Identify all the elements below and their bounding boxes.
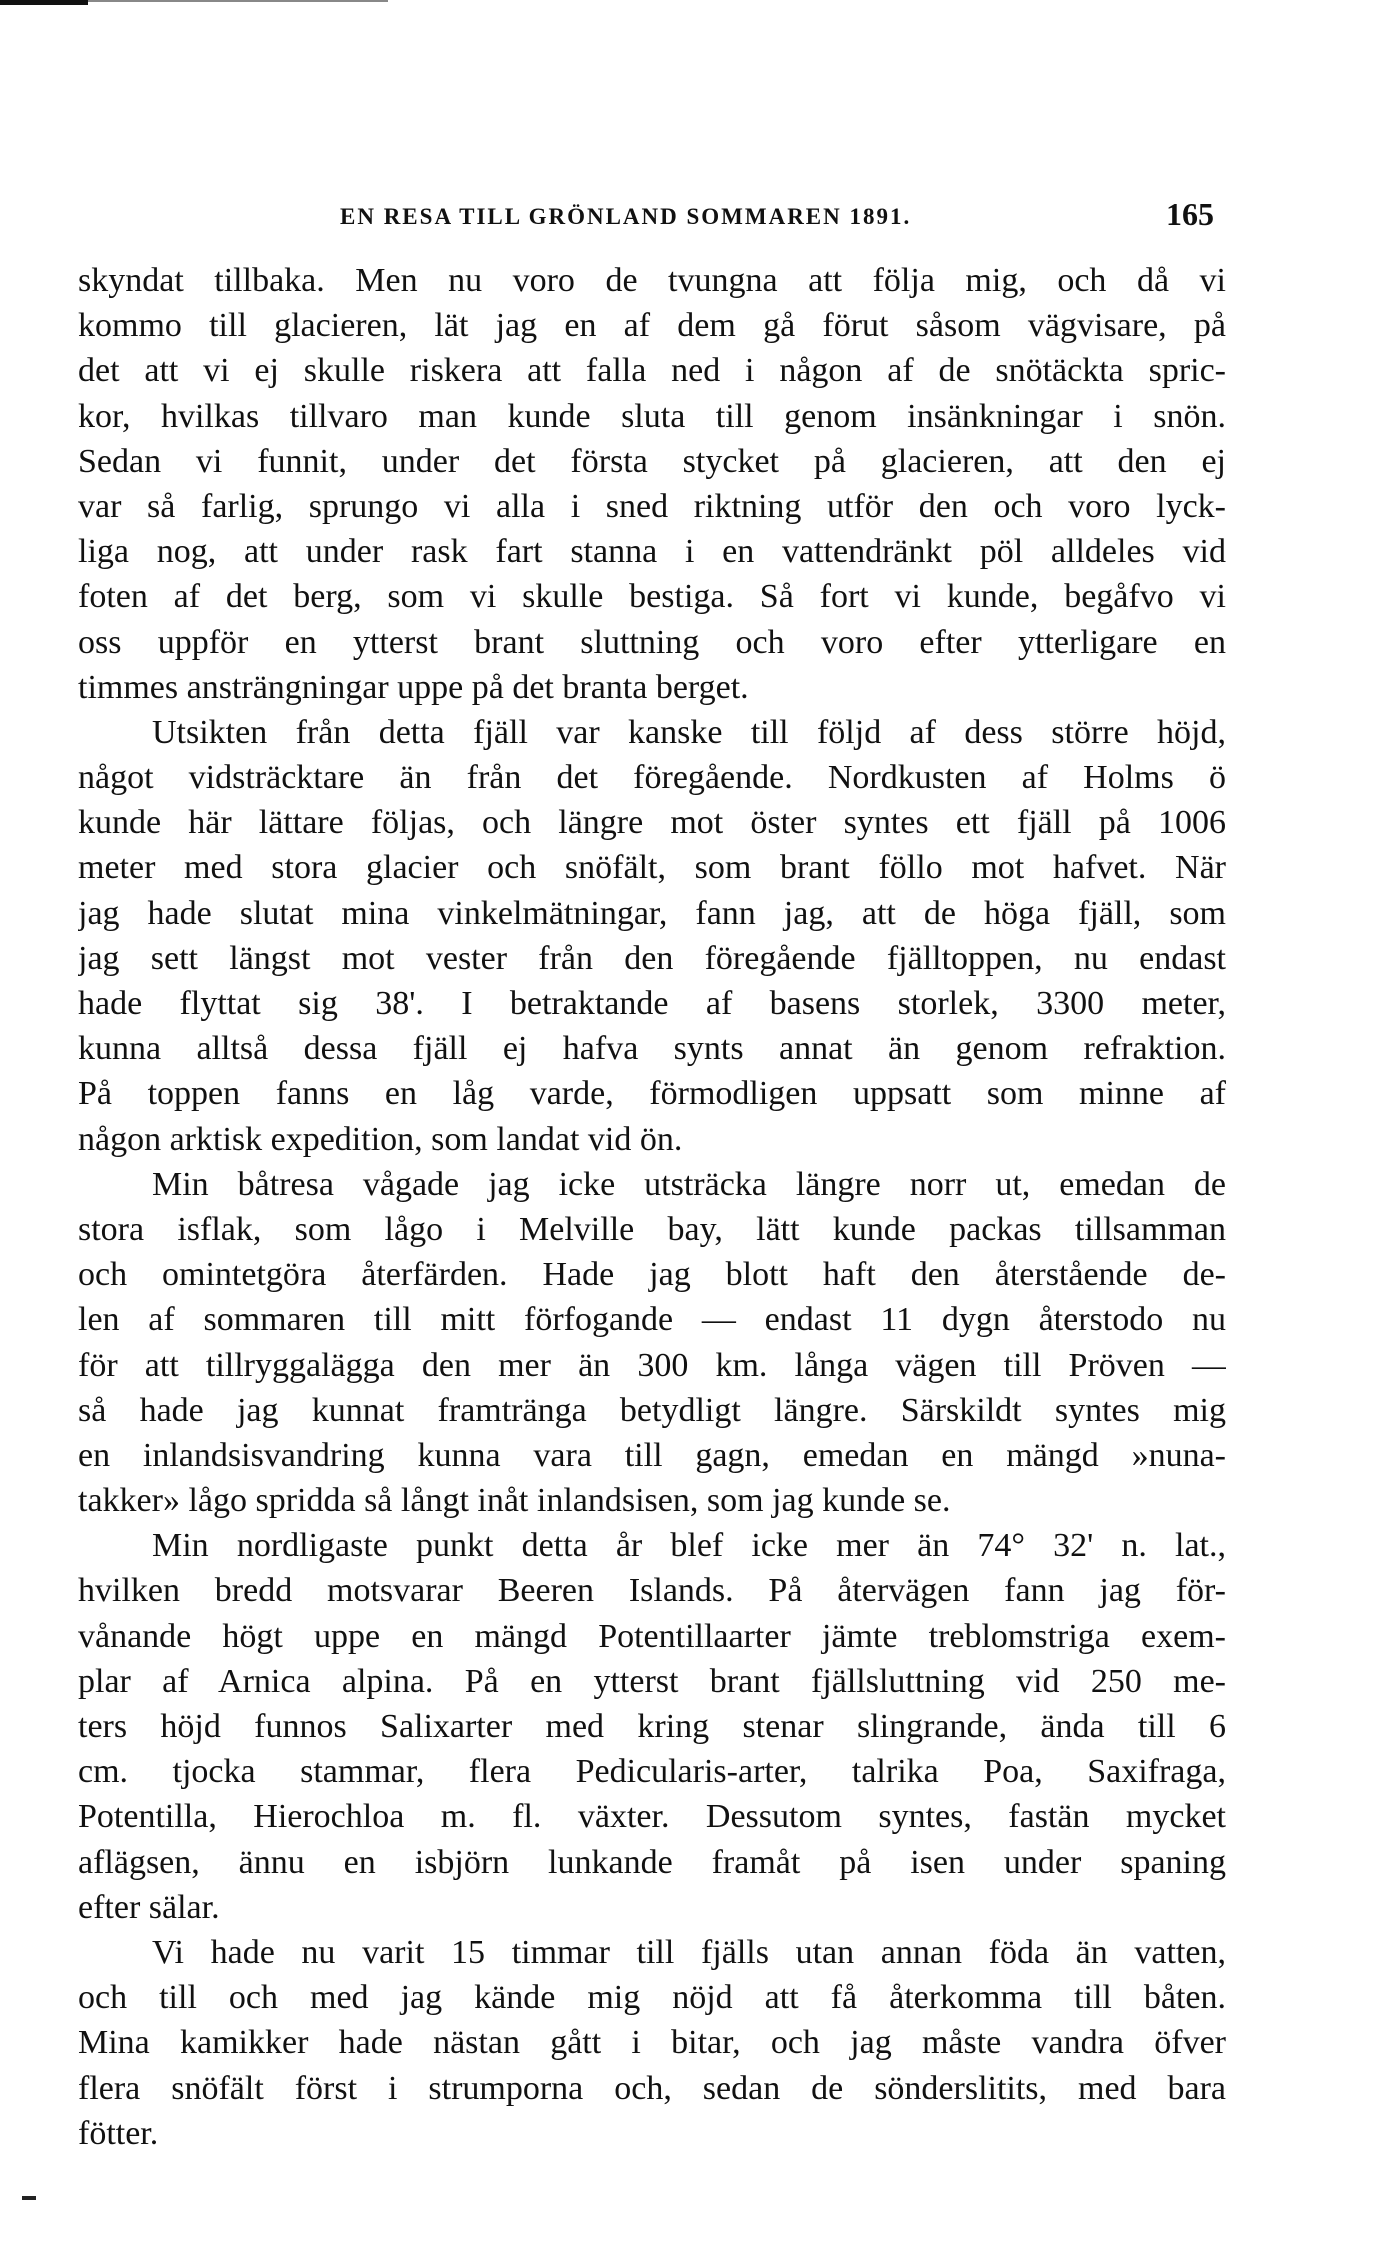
- text-line: kunde här lättare följas, och längre mot öster syntes ett fjäll på 1006: [78, 804, 1226, 842]
- text-line: Potentilla, Hierochloa m. fl. växter. Dessutom syntes, fastän mycket: [78, 1798, 1226, 1836]
- text-line: stora isflak, som lågo i Melville bay, lätt kunde packas tillsamman: [78, 1210, 1226, 1248]
- text-line: hade flyttat sig 38'. I betraktande af basens storlek, 3300 meter,: [78, 985, 1226, 1022]
- page-number: 165: [1166, 196, 1214, 232]
- text-line: Sedan vi funnit, under det första stycket på glacieren, att den ej: [78, 442, 1226, 480]
- text-line: Min nordligaste punkt detta år blef icke mer än 74° 32' n. lat.,: [152, 1527, 1226, 1565]
- text-line: foten af det berg, som vi skulle bestiga. Så fort vi kunde, begåfvo vi: [78, 578, 1226, 616]
- text-line: fötter.: [78, 2114, 159, 2152]
- text-line: kommo till glacieren, lät jag en af dem gå förut såsom vägvisare, på: [78, 307, 1226, 345]
- text-line: meter med stora glacier och snöfält, som brant föllo mot hafvet. När: [78, 849, 1226, 887]
- text-line: skyndat tillbaka. Men nu voro de tvungna att följa mig, och då vi: [78, 262, 1226, 299]
- body-text: [78, 258, 1226, 2156]
- text-line: någon arktisk expedition, som landat vid ön.: [78, 1120, 683, 1158]
- text-line: något vidsträcktare än från det föregående. Nordkusten af Holms ö: [78, 759, 1226, 797]
- text-line: efter sälar.: [78, 1888, 220, 1926]
- text-line: timmes ansträngningar uppe på det branta berget.: [78, 668, 749, 706]
- text-line: kor, hvilkas tillvaro man kunde sluta till genom insänkningar i snön.: [78, 397, 1226, 435]
- text-line: det att vi ej skulle riskera att falla ned i någon af de snötäckta spric-: [78, 352, 1226, 390]
- text-line: len af sommaren till mitt förfogande — endast 11 dygn återstodo nu: [78, 1301, 1226, 1339]
- text-line: Vi hade nu varit 15 timmar till fjälls utan annan föda än vatten,: [152, 1933, 1226, 1971]
- text-line: oss uppför en ytterst brant sluttning och voro efter ytterligare en: [78, 623, 1226, 661]
- text-line: och omintetgöra återfärden. Hade jag blott haft den återstående de-: [78, 1256, 1226, 1294]
- text-line: vånande högt uppe en mängd Potentillaarter jämte treblomstriga exem-: [78, 1617, 1226, 1655]
- text-line: hvilken bredd motsvarar Beeren Islands. På återvägen fann jag för-: [78, 1572, 1226, 1610]
- text-line: och till och med jag kände mig nöjd att få återkomma till båten.: [78, 1979, 1226, 2017]
- text-line: Mina kamikker hade nästan gått i bitar, och jag måste vandra öfver: [78, 2024, 1226, 2062]
- text-line: På toppen fanns en låg varde, förmodligen uppsatt som minne af: [78, 1075, 1226, 1113]
- text-line: Min båtresa vågade jag icke utsträcka längre norr ut, emedan de: [152, 1165, 1226, 1203]
- top-edge-rule: [0, 0, 88, 5]
- text-line: för att tillryggalägga den mer än 300 km. långa vägen till Pröven —: [78, 1346, 1226, 1384]
- text-line: jag sett längst mot vester från den föregående fjälltoppen, nu endast: [78, 939, 1226, 977]
- margin-mark: [22, 2196, 36, 2200]
- text-line: jag hade slutat mina vinkelmätningar, fann jag, att de höga fjäll, som: [78, 894, 1226, 932]
- running-head: EN RESA TILL GRÖNLAND SOMMAREN 1891.: [340, 204, 912, 229]
- text-line: liga nog, att under rask fart stanna i en vattendränkt pöl alldeles vid: [78, 533, 1226, 571]
- text-line: var så farlig, sprungo vi alla i sned riktning utför den och voro lyck-: [78, 487, 1226, 525]
- text-line: en inlandsisvandring kunna vara till gagn, emedan en mängd »nuna-: [78, 1436, 1226, 1474]
- text-line: cm. tjocka stammar, flera Pedicularis-arter, talrika Poa, Saxifraga,: [78, 1753, 1226, 1791]
- text-line: ters höjd funnos Salixarter med kring stenar slingrande, ända till 6: [78, 1708, 1226, 1745]
- top-edge-thin-rule: [88, 0, 388, 2]
- text-line: Utsikten från detta fjäll var kanske till följd af dess större höjd,: [152, 713, 1226, 751]
- text-line: flera snöfält först i strumporna och, sedan de sönderslitits, med bara: [78, 2069, 1226, 2107]
- text-line: kunna alltså dessa fjäll ej hafva synts annat än genom refraktion.: [78, 1030, 1226, 1068]
- text-line: plar af Arnica alpina. På en ytterst brant fjällsluttning vid 250 me-: [78, 1662, 1226, 1700]
- text-line: aflägsen, ännu en isbjörn lunkande framåt på isen under spaning: [78, 1843, 1226, 1881]
- text-line: så hade jag kunnat framtränga betydligt längre. Särskildt syntes mig: [78, 1391, 1226, 1429]
- text-line: takker» lågo spridda så långt inåt inlandsisen, som jag kunde se.: [78, 1482, 951, 1520]
